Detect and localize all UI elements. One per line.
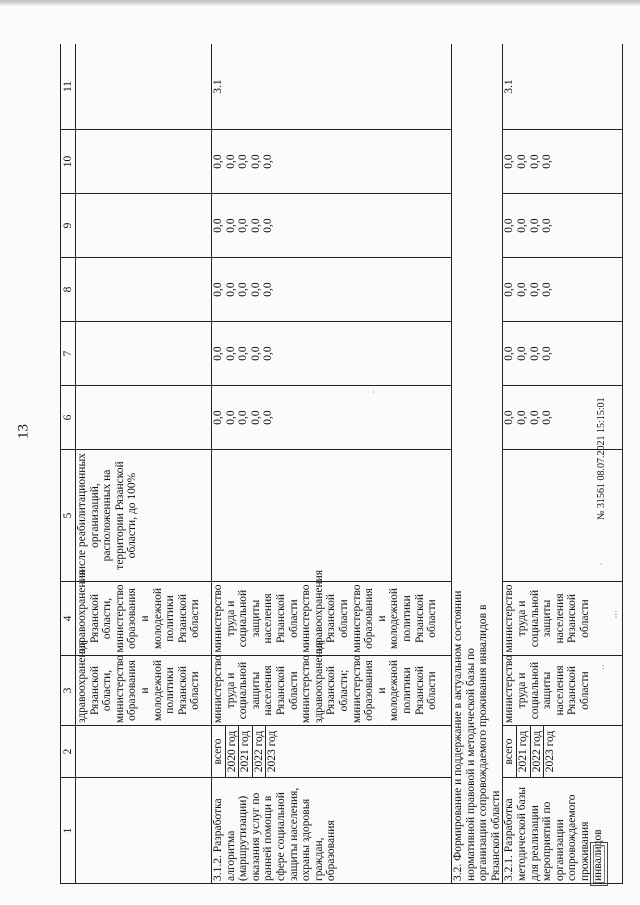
value: 0,0 xyxy=(528,282,541,297)
goal-ref-cell: 3.1 xyxy=(212,44,452,130)
value: 0,0 xyxy=(503,410,516,425)
value: 0,0 xyxy=(541,282,554,297)
cell xyxy=(76,322,212,386)
value: 0,0 xyxy=(515,282,528,297)
value: 0,0 xyxy=(503,282,516,297)
header-cell: 6 xyxy=(61,386,76,450)
value: 0,0 xyxy=(224,282,237,297)
scan-speck: ⋮ xyxy=(612,610,620,619)
section-row xyxy=(452,44,503,884)
section-title: 3.2. Формирование и поддержание в актуальном состоянии нормативной правовой и методической базы по организации сопровождаемого проживания инвалидов в Рязанской области xyxy=(452,582,503,884)
value: 0,0 xyxy=(262,410,275,425)
cell xyxy=(76,386,212,450)
measure-name: 3.1.2. Разработка алгоритма (маршрутизации) оказания услуг по ранней помощи в сфере социальной защиты населения, охраны здоровья граждан, образования xyxy=(212,778,452,884)
program-table xyxy=(60,44,623,884)
value: 0,0 xyxy=(249,218,262,233)
year-label: 2020 год xyxy=(226,726,240,777)
coexecutor-cell: министерство труда и социальной защиты населения Рязанской области xyxy=(503,582,623,656)
coexecutor-cell: министерство труда и социальной защиты населения Рязанской области министерство здравоохранения Рязанской области министерство образования и молодежной политики Рязанской области xyxy=(212,582,452,656)
value: 0,0 xyxy=(262,346,275,361)
value: 0,0 xyxy=(237,218,250,233)
year-label: 2022 год xyxy=(531,726,545,777)
value: 0,0 xyxy=(224,346,237,361)
measure-name: 3.2.1. Разработка методической базы для реализации мероприятий по организации сопровождаемого проживания инвалидов xyxy=(503,778,623,884)
values-cell xyxy=(212,258,452,322)
year-label: 2021 год xyxy=(517,726,531,777)
years-cell xyxy=(212,726,452,778)
responsible-cell: министерство труда и социальной защиты населения Рязанской области xyxy=(503,656,623,726)
year-label: 2023 год xyxy=(544,730,557,773)
section-empty xyxy=(452,44,503,582)
scan-speck: · xyxy=(372,388,375,397)
value: 0,0 xyxy=(515,410,528,425)
cell xyxy=(76,44,212,130)
value: 0,0 xyxy=(224,154,237,169)
value: 0,0 xyxy=(528,154,541,169)
value: 0,0 xyxy=(541,410,554,425)
value: 0,0 xyxy=(515,218,528,233)
header-cell: 2 xyxy=(61,726,76,778)
value: 0,0 xyxy=(541,346,554,361)
value: 0,0 xyxy=(528,410,541,425)
value: 0,0 xyxy=(212,282,224,297)
years-cell xyxy=(503,726,623,778)
cell xyxy=(76,130,212,194)
header-cell: 9 xyxy=(61,194,76,258)
header-cell: 1 xyxy=(61,778,76,884)
values-cell xyxy=(212,322,452,386)
value: 0,0 xyxy=(212,154,224,169)
value: 0,0 xyxy=(237,410,250,425)
values-cell xyxy=(503,130,623,194)
value: 0,0 xyxy=(541,218,554,233)
value: 0,0 xyxy=(262,282,275,297)
value: 0,0 xyxy=(249,346,262,361)
value: 0,0 xyxy=(503,346,516,361)
cell xyxy=(76,194,212,258)
value: 0,0 xyxy=(249,154,262,169)
scan-speck: : xyxy=(602,662,605,671)
page-number: 13 xyxy=(15,424,32,439)
registration-stamp-icon xyxy=(590,842,608,886)
value: 0,0 xyxy=(515,346,528,361)
header-cell: 4 xyxy=(61,582,76,656)
cell xyxy=(76,778,212,884)
header-cell: 3 xyxy=(61,656,76,726)
cell xyxy=(76,258,212,322)
year-label: 2023 год xyxy=(266,730,279,773)
value: 0,0 xyxy=(262,218,275,233)
value: 0,0 xyxy=(212,346,224,361)
value: 0,0 xyxy=(528,218,541,233)
header-cell: 5 xyxy=(61,450,76,582)
year-label: 2022 год xyxy=(253,726,267,777)
value: 0,0 xyxy=(224,410,237,425)
value: 0,0 xyxy=(237,346,250,361)
rotated-table-container xyxy=(60,44,625,884)
value: 0,0 xyxy=(249,282,262,297)
year-label: всего xyxy=(212,726,226,777)
header-cell: 8 xyxy=(61,258,76,322)
document-id-footer: № 31561 08.07.2021 15:15:01 xyxy=(596,397,607,520)
value: 0,0 xyxy=(237,154,250,169)
scan-edge xyxy=(0,0,640,6)
scan-speck: · xyxy=(600,560,603,569)
header-cell: 11 xyxy=(61,44,76,130)
header-row xyxy=(61,44,76,884)
value: 0,0 xyxy=(262,154,275,169)
value: 0,0 xyxy=(528,346,541,361)
goal-ref-cell: 3.1 xyxy=(503,44,623,130)
value: 0,0 xyxy=(224,218,237,233)
value: 0,0 xyxy=(503,154,516,169)
header-cell: 10 xyxy=(61,130,76,194)
stamp-frame xyxy=(593,845,605,883)
year-label: всего xyxy=(503,726,517,777)
header-cell: 7 xyxy=(61,322,76,386)
rotated-table-stage xyxy=(60,44,625,884)
cell xyxy=(76,726,212,778)
responsible-cell: министерство труда и социальной защиты населения Рязанской области министерство здравоохранения Рязанской области; министерство образования и молодежной политики Рязанской области xyxy=(212,656,452,726)
value: 0,0 xyxy=(515,154,528,169)
values-cell xyxy=(212,386,452,450)
year-label: 2021 год xyxy=(239,726,253,777)
value: 0,0 xyxy=(541,154,554,169)
indicator-cell: числе реабилитационных организаций, расположенных на территории Рязанской области, до 100% xyxy=(76,450,212,582)
values-cell xyxy=(212,194,452,258)
continuation-row xyxy=(76,44,212,884)
indicator-cell xyxy=(212,450,452,582)
block1-row xyxy=(212,44,452,884)
values-cell xyxy=(212,130,452,194)
responsible-cell: здравоохранения Рязанской области, министерство образования и молодежной политики Рязанской области xyxy=(76,656,212,726)
value: 0,0 xyxy=(212,410,224,425)
coexecutor-cell: здравоохранения Рязанской области, министерство образования и молодежной политики Рязанской области xyxy=(76,582,212,656)
value: 0,0 xyxy=(249,410,262,425)
value: 0,0 xyxy=(212,218,224,233)
value: 0,0 xyxy=(237,282,250,297)
value: 0,0 xyxy=(503,218,516,233)
